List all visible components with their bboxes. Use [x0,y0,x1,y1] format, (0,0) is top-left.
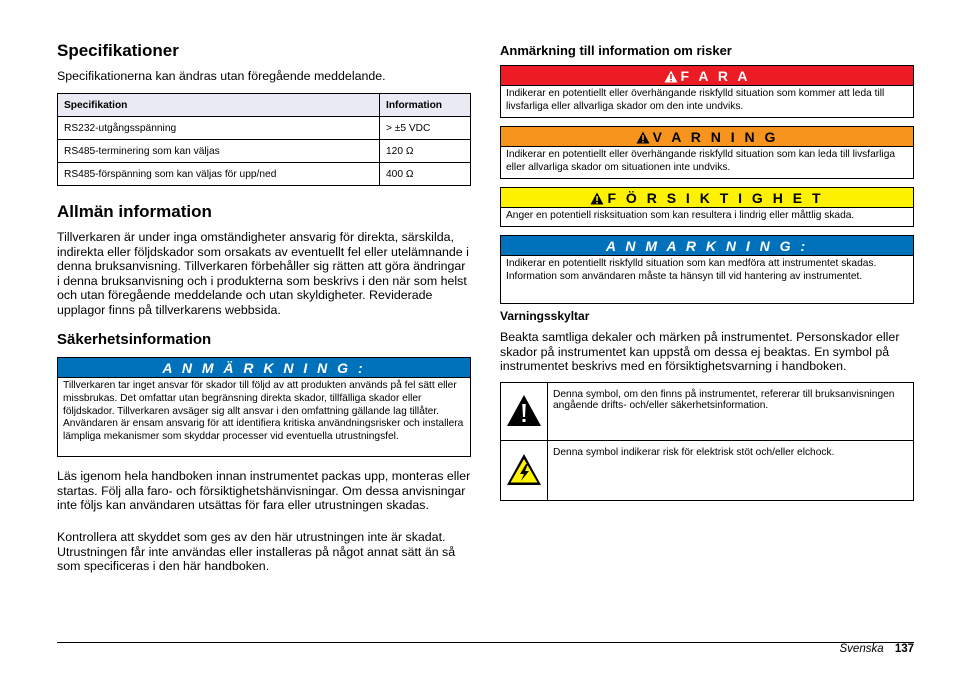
danger-label: F A R A [680,68,751,84]
caution-box [500,187,914,227]
symbols-table [500,382,914,501]
table-cell: > ±5 VDC [380,117,471,140]
caution-header [501,188,913,208]
warning-label: V A R N I N G [652,129,779,145]
notice-text: Tillverkaren tar inget ansvar för skador till följd av att produkten används på fel sätt eller missbrukas. Det omfattar utan begränsning direkta skador, tillfälliga skador eller följdskador. Tillverkaren avsäger sig allt ansvar i den omfattning gällande lag tillåter. Användaren är ensam ansvarig för att identifiera kritiska användningsrisker och installera lämpliga mekanismer som skyddar processer vid eventuella utrustningsfel. [63,380,464,443]
protection-paragraph: Kontrollera att skyddet som ges av den här utrustningen inte är skadat. Utrustningen får inte användas eller installeras på något annat sätt än så som specificeras i den här handboken. [57,530,456,574]
symbol-cell [501,441,548,501]
symbol-description: Denna symbol indikerar risk för elektrisk stöt och/eller elchock. [548,441,914,501]
footer-language: Svenska [839,643,884,655]
notice-box-risk [500,235,914,304]
table-row [501,441,914,501]
warning-text: Indikerar en potentiellt eller överhängande riskfylld situation som kan leda till livsfarliga eller allvarliga skador om situationen inte undviks. [506,149,896,173]
notice-text-risk: Indikerar en potentiellt riskfylld situation som kan medföra att instrumentet skadas. Information som användaren måste ta hänsyn till vid hantering av instrumentet. [506,258,877,282]
warning-box [500,126,914,179]
caution-label: F Ö R S I K T I G H E T [607,190,824,206]
footer-divider [57,642,914,643]
table-cell: RS485-terminering som kan väljas [58,140,380,163]
general-information-heading: Allmän information [57,202,212,221]
danger-text: Indikerar en potentiellt eller överhängande riskfylld situation som kommer att leda till livsfarliga eller allvarliga skador om den inte undviks. [506,88,885,112]
warning-symbol-icon [506,394,542,427]
general-information-text: Tillverkaren är under inga omständigheter ansvarig för direkta, särskilda, indirekta eller följdskador som orsakats av eventuellt fel eller utelämnande i denna bruksanvisning. Tillverkaren förbehåller sig rätten att göra ändringar i denna bruksanvisning och i produkterna som beskrivs i den när som helst och utan föregående meddelande och utan skyldigheter. Reviderade upplagor finns på tillverkarens webbsida. [57,230,469,317]
table-cell: RS485-förspänning som kan väljas för upp/ned [58,163,380,186]
read-manual-paragraph: Läs igenom hela handboken innan instrumentet packas upp, monteras eller startas. Följ alla faro- och försiktighetshänvisningar. Om dessa anvisningar inte följs kan användaren utsättas för fara eller utrustningen skadas. [57,469,471,513]
safety-information-heading: Säkerhetsinformation [57,331,212,348]
notice-header-risk: A N M A R K N I N G : [501,236,913,256]
table-row [501,383,914,441]
table-row [58,140,471,163]
danger-box [500,65,914,118]
page-footer [840,643,915,655]
danger-header [501,66,913,86]
table-cell: 400 Ω [380,163,471,186]
warning-header [501,127,913,147]
warning-labels-heading: Varningsskyltar [500,309,590,323]
electrical-hazard-icon [506,453,542,486]
table-cell: 120 Ω [380,140,471,163]
symbol-description: Denna symbol, om den finns på instrumentet, refererar till bruksanvisningen angående drifts- och/eller säkerhetsinformation. [548,383,914,441]
table-row [58,163,471,186]
notice-box [57,357,471,457]
warning-triangle-icon [664,70,678,83]
warning-labels-text: Beakta samtliga dekaler och märken på instrumentet. Personskador eller skador på instrumentet kan uppstå om dessa ej beaktas. En symbol på instrumentet beskrivs med en försiktighetsvarning i handboken. [500,330,900,374]
table-header-information: Information [380,94,471,117]
page-number: 137 [894,643,914,655]
specifications-table [57,93,471,186]
table-header-specification: Specifikation [58,94,380,117]
table-row [58,117,471,140]
symbol-cell [501,383,548,441]
notice-header: A N M Ä R K N I N G : [58,358,470,378]
caution-text: Anger en potentiell risksituation som kan resultera i lindrig eller måttlig skada. [506,210,855,221]
warning-triangle-icon [590,192,604,205]
table-header-row [58,94,471,117]
specifications-intro: Specifikationerna kan ändras utan föregående meddelande. [57,69,386,83]
specifications-heading: Specifikationer [57,41,179,60]
risk-notes-heading: Anmärkning till information om risker [500,43,732,58]
table-cell: RS232-utgångsspänning [58,117,380,140]
warning-triangle-icon [636,131,650,144]
